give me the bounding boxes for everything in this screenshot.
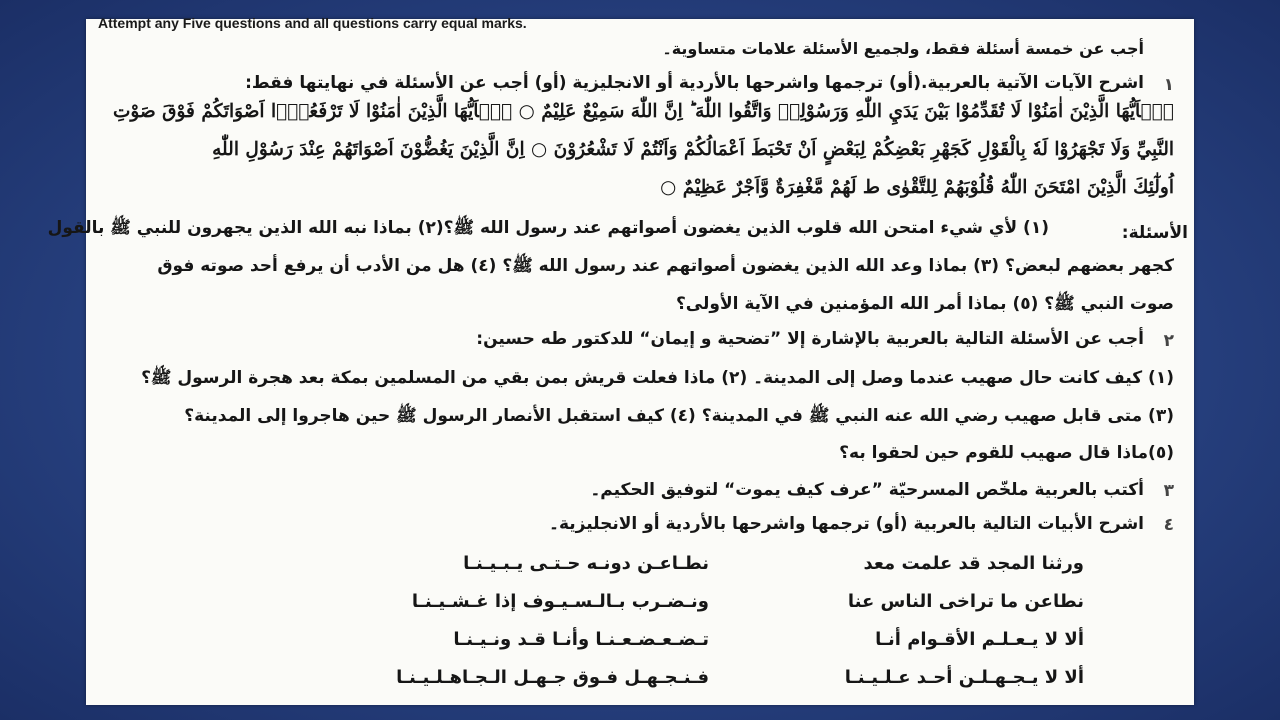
q1-question-line-1: (١) لأي شيء امتحن الله قلوب الذين يغضون أصواتهم عند رسول الله ﷺ؟(٢) بماذا نبه الله الذين يجهرون للنبي ﷺ بالقول — [47, 218, 1049, 238]
poem-verse-1-second: نطـاعـن دونـه حـتـى يـبـيـنـا — [463, 553, 709, 574]
q2-question-line-1: (١) كيف كانت حال صهيب عندما وصل إلى المدينة۔ (٢) ماذا فعلت قريش بمن بقي من المسلمين بمكة بعد هجرة الرسول ﷺ؟ — [141, 368, 1174, 388]
q2-question-line-2: (٣) متى قابل صهيب رضي الله عنه النبي ﷺ في المدينة؟ (٤) كيف استقبل الأنصار الرسول ﷺ حين هاجروا إلى المدينة؟ — [184, 406, 1174, 426]
q3-instruction: أكتب بالعربية ملخّص المسرحيّة ”عرف كيف يموت“ لتوفيق الحكيم۔ — [590, 480, 1144, 500]
poem-verse-4-first: ألا لا يـجـهـلـن أحـد عـلـيـنـا — [844, 667, 1084, 688]
q1-verse-line-2: النَّبِيِّ وَلَا تَجْهَرُوْا لَهٗ بِالْقَوْلِ كَجَهْرِ بَعْضِكُمْ لِبَعْضٍ اَنْ تَحْبَطَ اَعْمَالُكُمْ وَاَنْتُمْ لَا تَشْعُرُوْنَ ○ اِنَّ الَّذِيْنَ يَغُضُّوْنَ اَصْوَاتَهُمْ عِنْدَ رَسُوْلِ اللّٰهِ — [212, 139, 1174, 160]
q1-question-line-3: صوت النبي ﷺ؟ (٥) بماذا أمر الله المؤمنين في الآية الأولى؟ — [675, 294, 1174, 314]
question-number-3: ٣ — [1163, 481, 1174, 501]
q1-question-line-2: كجهر بعضهم لبعض؟ (٣) بماذا وعد الله الذين يغضون أصواتهم عند رسول الله ﷺ؟ (٤) هل من الأدب أن يرفع أحد صوته فوق — [157, 256, 1174, 276]
q1-instruction: اشرح الآيات الآتية بالعربية.(أو) ترجمها واشرحها بالأردية أو الانجليزية (أو) أجب عن الأسئلة في نهايتها فقط: — [245, 73, 1144, 93]
poem-verse-3-second: تـضـعـضـعـنـا وأنـا قـد ونـيـنـا — [453, 629, 709, 650]
q2-question-line-3: (٥)ماذا قال صهيب للقوم حين لحقوا به؟ — [839, 443, 1174, 463]
question-number-2: ٢ — [1163, 331, 1174, 351]
poem-verse-1-first: ورثنا المجد قد علمت معد — [863, 553, 1084, 574]
arabic-instruction: أجب عن خمسة أسئلة فقط، ولجميع الأسئلة علامات متساوية۔ — [662, 39, 1144, 58]
exam-paper — [47, 15, 1194, 705]
question-number-4: ٤ — [1163, 515, 1174, 535]
q2-instruction: أجب عن الأسئلة التالية بالعربية بالإشارة إلا ”تضحية و إيمان“ للدكتور طه حسين: — [476, 329, 1144, 349]
q1-verse-line-1: يٰۤاَيُّهَا الَّذِيْنَ اٰمَنُوْا لَا تُقَدِّمُوْا بَيْنَ يَدَيِ اللّٰهِ وَرَسُوْلِهٖ وَاتَّقُوا اللّٰهَ ؕ اِنَّ اللّٰهَ سَمِيْعٌ عَلِيْمٌ ○ يٰۤاَيُّهَا الَّذِيْنَ اٰمَنُوْا لَا تَرْفَعُوْۤا اَصْوَاتَكُمْ فَوْقَ صَوْتِ — [113, 101, 1174, 122]
poem-verse-4-second: فـنـجـهـل فـوق جـهـل الـجـاهـلـيـنـا — [396, 667, 709, 688]
q1-questions-label: الأسئلة: — [1121, 223, 1188, 243]
q4-instruction: اشرح الأبيات التالية بالعربية (أو) ترجمها واشرحها بالأردية أو الانجليزية۔ — [549, 514, 1144, 534]
question-number-1: ١ — [1163, 75, 1174, 95]
poem-verse-2-second: ونـضـرب بـالـسـيـوف إذا غـشـيـنـا — [411, 591, 709, 612]
poem-verse-2-first: نطاعن ما تراخى الناس عنا — [847, 591, 1084, 612]
q1-verse-line-3: اُولٰٓئِكَ الَّذِيْنَ امْتَحَنَ اللّٰهُ قُلُوْبَهُمْ لِلتَّقْوٰى ط لَهُمْ مَّغْفِرَةٌ وَّاَجْرٌ عَظِيْمٌ ○ — [660, 177, 1174, 198]
english-instruction: Attempt any Five questions and all questions carry equal marks. — [98, 15, 527, 31]
poem-verse-3-first: ألا لا يـعـلـم الأقـوام أنـا — [875, 629, 1084, 650]
